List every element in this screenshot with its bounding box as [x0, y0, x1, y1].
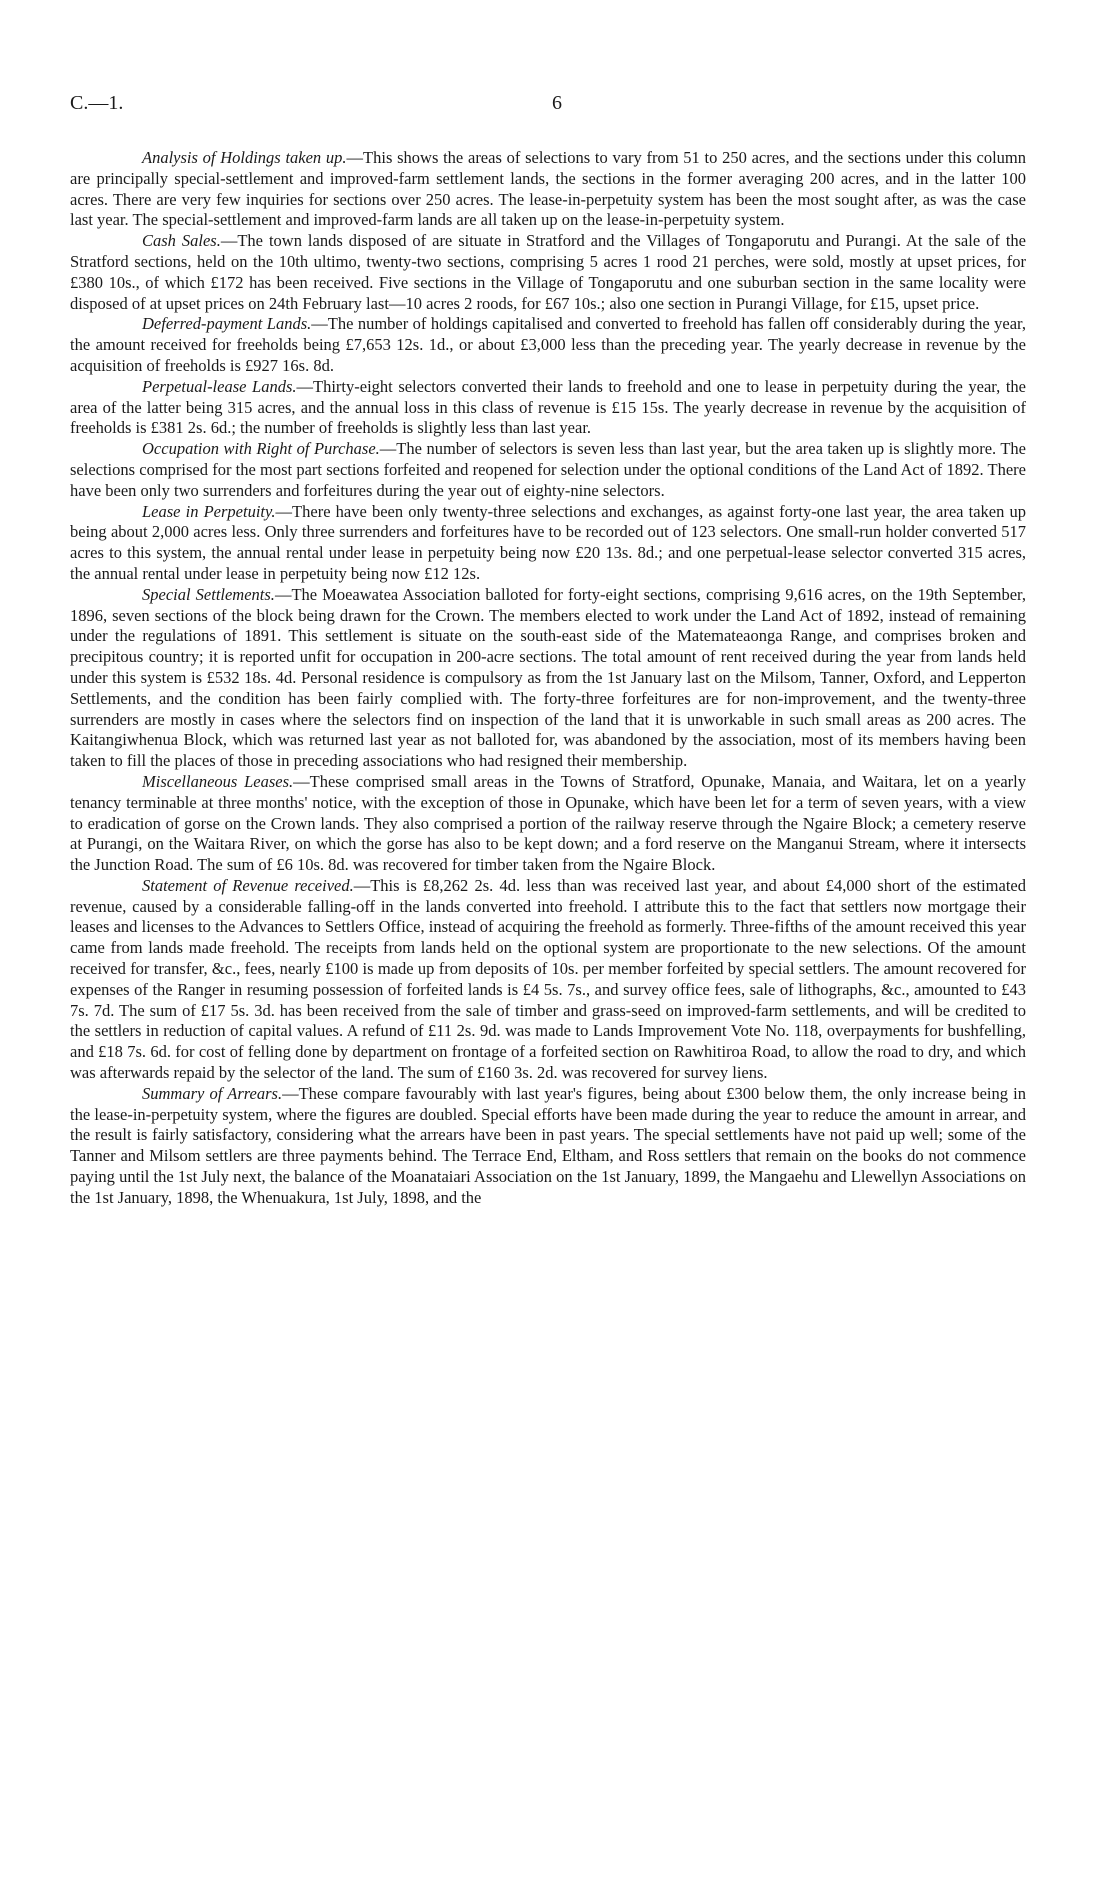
- paragraph-heading: Statement of Revenue received.: [142, 875, 354, 895]
- paragraph-heading: Deferred-payment Lands.: [142, 314, 312, 334]
- paragraph-miscellaneous-leases: [70, 772, 1026, 876]
- paragraph-text: —These comprised small areas in the Towns of Stratford, Opunake, Manaia, and Waitara, let on a yearly tenancy terminable at three months' notice, with the exception of those in Opunake, which have been let for a term of seven years, with a view to eradication of gorse on the Crown lands. They also comprised a portion of the railway reserve through the Ngaire Block; a cemetery reserve at Purangi, on the Waitara River, on which the gorse has also to be kept down; and a ford reserve on the Manganui Stream, where it intersects the Junction Road. The sum of £6 10s. 8d. was recovered for timber taken from the Ngaire Block.: [70, 771, 1026, 875]
- paragraph-text: —This shows the areas of selections to vary from 51 to 250 acres, and the sections under this column are principally special-settlement and improved-farm settlement lands, the sections in the former averaging 200 acres, and in the latter 100 acres. There are very few inquiries for sections over 250 acres. The lease-in-perpetuity system has been the most sought after, as was the case last year. The special-settlement and improved-farm lands are all taken up on the lease-in-perpetuity system.: [70, 148, 1027, 230]
- paragraph-text: —These compare favourably with last year's figures, being about £300 below them, the only increase being in the lease-in-perpetuity system, where the figures are doubled. Special efforts have been made during the year to reduce the amount in arrear, and the result is fairly satisfactory, considering what the arrears have been in past years. The special settlements have not paid up well; some of the Tanner and Milsom settlers are three payments behind. The Terrace End, Eltham, and Ross settlers that remain on the books do not commence paying until the 1st July next, the balance of the Moanataiari Association on the 1st January, 1899, the Mangaehu and Llewellyn Associations on the 1st January, 1898, the Whenuakura, 1st July, 1898, and the: [70, 1083, 1026, 1207]
- paragraph-heading: Cash Sales.: [142, 231, 221, 251]
- paragraph-heading: Special Settlements.: [142, 584, 275, 604]
- paragraph-text: —There have been only twenty-three selections and exchanges, as against forty-one last year, the area taken up being about 2,000 acres less. Only three surrenders and forfeitures have to be recorded out of 123 selectors. One small-run holder converted 517 acres to this system, the annual rental under lease in perpetuity being now £20 13s. 8d.; and one perpetual-lease selector converted 315 acres, the annual rental under lease in perpetuity being now £12 12s.: [70, 501, 1026, 583]
- paragraph-text: —The number of holdings capitalised and converted to freehold has fallen off considerably during the year, the amount received for freeholds being £7,653 12s. 1d., or about £3,000 less than the preceding year. The yearly decrease in revenue by the acquisition of freeholds is £927 16s. 8d.: [70, 314, 1026, 375]
- document-code: C.—1.: [70, 92, 124, 114]
- paragraph-heading: Perpetual-lease Lands.: [142, 376, 297, 396]
- paragraph-heading: Occupation with Right of Purchase.: [142, 439, 380, 459]
- paragraph-statement-of-revenue: [70, 876, 1026, 1084]
- paragraph-occupation-with-right-of-purchase: [70, 439, 1026, 501]
- paragraph-text: —Thirty-eight selectors converted their lands to freehold and one to lease in perpetuity during the year, the area of the latter being 315 acres, and the annual loss in this class of revenue is £15 15s. The yearly decrease in revenue by the acquisition of freeholds is £381 2s. 6d.; the number of freeholds is slightly less than last year.: [70, 376, 1027, 438]
- page-header: [70, 92, 1044, 122]
- paragraph-heading: Analysis of Holdings taken up.: [142, 148, 347, 167]
- paragraph-lease-in-perpetuity: [70, 502, 1026, 585]
- paragraph-perpetual-lease-lands: [70, 377, 1026, 439]
- paragraph-heading: Summary of Arrears.: [142, 1083, 283, 1103]
- paragraph-deferred-payment-lands: [70, 314, 1026, 376]
- paragraph-analysis-of-holdings: [70, 148, 1026, 231]
- report-body: [70, 148, 1026, 1209]
- paragraph-special-settlements: [70, 585, 1026, 772]
- paragraph-cash-sales: [70, 231, 1026, 314]
- paragraph-text: —The number of selectors is seven less than last year, but the area taken up is slightly more. The selections comprised for the most part sections forfeited and reopened for selection under the optional conditions of the Land Act of 1892. There have been only two surrenders and forfeitures during the year out of eighty-nine selectors.: [70, 439, 1027, 500]
- paragraph-heading: Lease in Perpetuity.: [142, 501, 276, 521]
- paragraph-text: —The town lands disposed of are situate in Stratford and the Villages of Tongaporutu and Purangi. At the sale of the Stratford sections, held on the 10th ultimo, twenty-two sections, comprising 5 acres 1 rood 21 perches, were sold, mostly at upset prices, for £380 10s., of which £172 has been received. Five sections in the Village of Tongaporutu and one suburban section in the same locality were disposed of at upset prices on 24th February last—10 acres 2 roods, for £67 10s.; also one section in Purangi Village, for £15, upset price.: [70, 231, 1026, 313]
- paragraph-text: —The Moeawatea Association balloted for forty-eight sections, comprising 9,616 acres, on the 19th September, 1896, seven sections of the block being drawn for the Crown. The members elected to work under the Land Act of 1892, instead of remaining under the regulations of 1891. This settlement is situate on the south-east side of the Matemateaonga Range, and comprises broken and precipitous country; it is reported unfit for occupation in 200-acre sections. The total amount of rent received during the year from lands held under this system is £532 18s. 4d. Personal residence is compulsory as from the 1st January last on the Milsom, Tanner, Oxford, and Lepperton Settlements, and the condition has been fairly complied with. The forty-three forfeitures are for non-improvement, and the twenty-three surrenders are mostly in cases where the selectors find on inspection of the land that it is unworkable in such small areas as 200 acres. The Kaitangiwhenua Block, which was returned last year as not balloted for, was abandoned by the association, most of its members having been taken to fill the places of those in preceding associations who had resigned their membership.: [70, 584, 1026, 771]
- page-number: 6: [552, 92, 562, 114]
- paragraph-heading: Miscellaneous Leases.: [142, 771, 294, 791]
- paragraph-summary-of-arrears: [70, 1084, 1026, 1209]
- paragraph-text: —This is £8,262 2s. 4d. less than was received last year, and about £4,000 short of the estimated revenue, caused by a considerable falling-off in the lands converted into freehold. I attribute this to the fact that settlers now mortgage their leases and licenses to the Advances to Settlers Office, instead of acquiring the freehold as formerly. Three-fifths of the amount received this year came from lands made freehold. The receipts from lands held on the optional system are proportionate to the new selections. Of the amount received for transfer, &c., fees, nearly £100 is made up from deposits of 10s. per member forfeited by special settlers. The amount recovered for expenses of the Ranger in resuming possession of forfeited lands is £4 5s. 7s., and survey office fees, sale of lithographs, &c., amounted to £43 7s. 7d. The sum of £17 5s. 3d. has been received from the sale of timber and grass-seed on improved-farm settlements, and will be credited to the settlers in reduction of capital values. A refund of £11 2s. 9d. was made to Lands Improvement Vote No. 118, overpayments for bushfelling, and £18 7s. 6d. for cost of felling done by department on frontage of a forfeited section on Rawhitiroa Road, to allow the road to dry, and which was afterwards repaid by the selector of the land. The sum of £160 3s. 2d. was recovered for survey liens.: [70, 875, 1026, 1083]
